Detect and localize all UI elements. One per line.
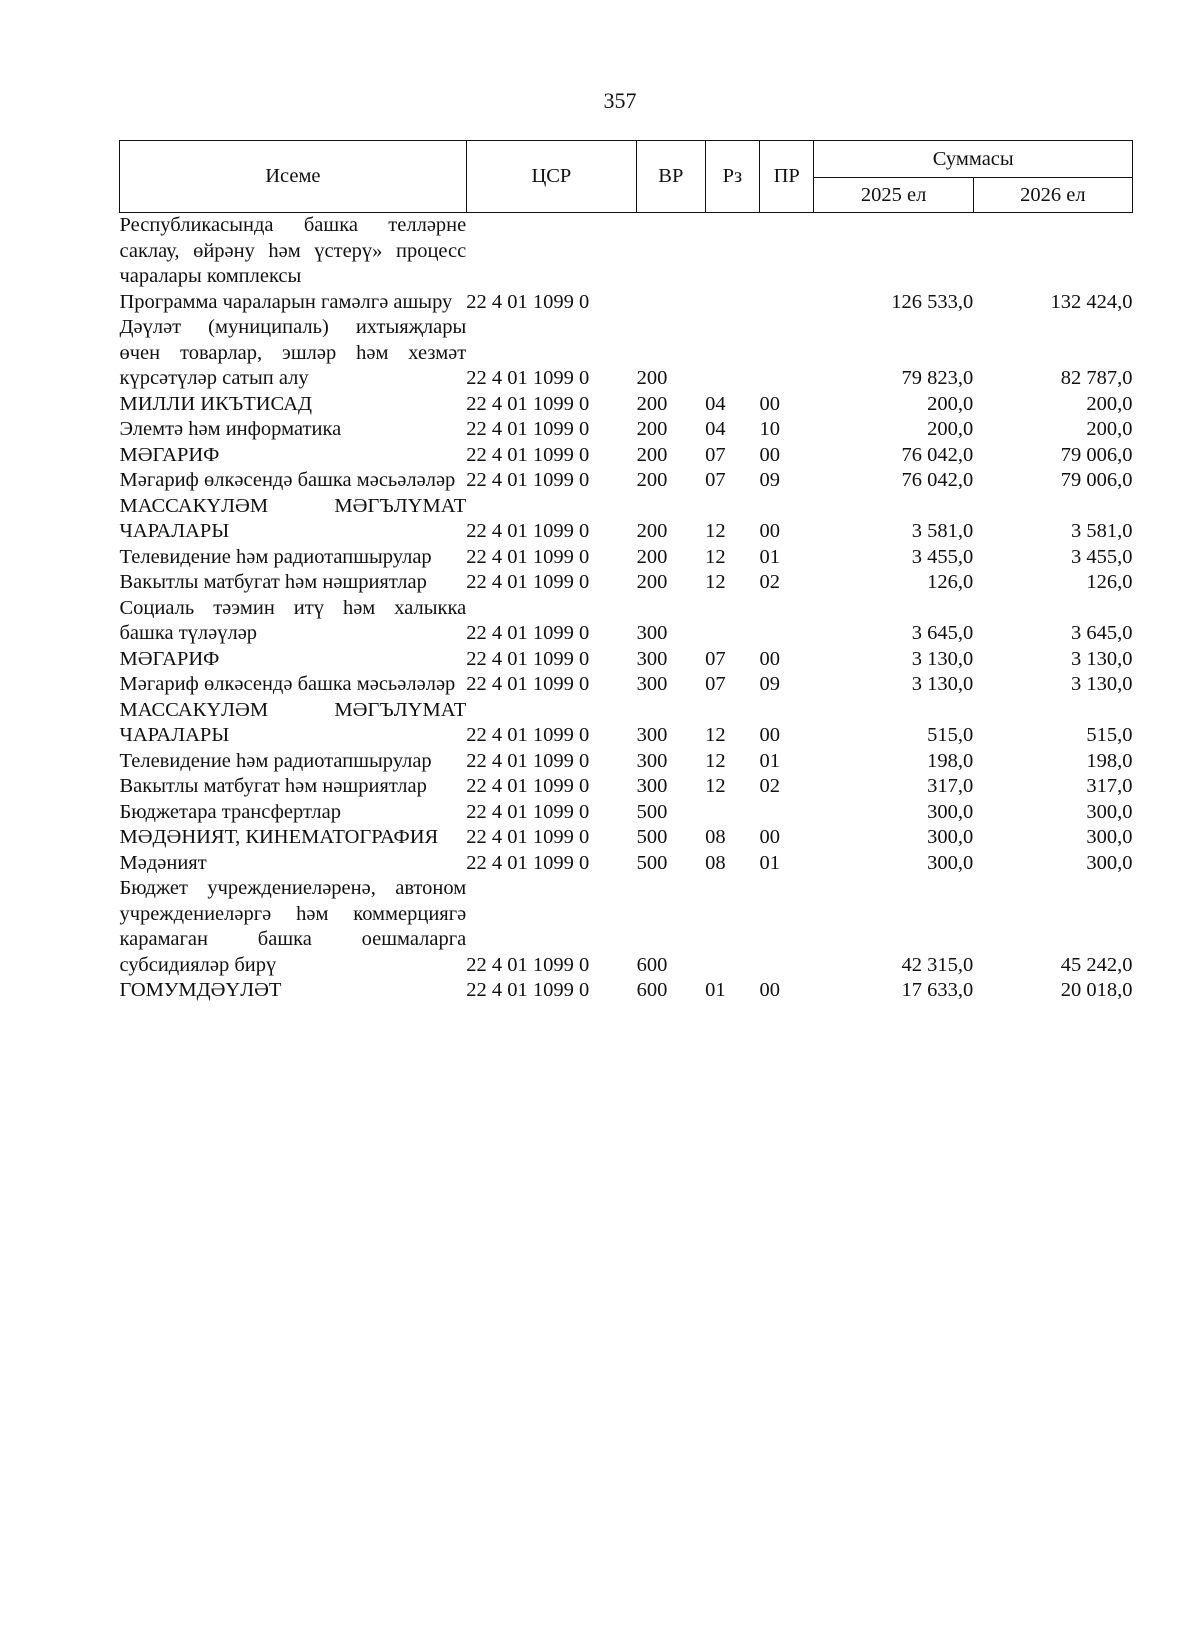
cell-csr: 22 4 01 1099 0 [466, 800, 590, 823]
header-year-2025: 2025 ел [814, 178, 973, 213]
cell-2026: 132 424,0 [1050, 290, 1133, 313]
cell-2026: 300,0 [1086, 851, 1133, 874]
cell-2026: 126,0 [1086, 571, 1133, 593]
cell-csr: 22 4 01 1099 0 [466, 290, 590, 313]
table-row [120, 417, 1133, 443]
cell-name: МАССАКҮЛӘМ МӘГЪЛҮМАТ ЧАРАЛАРЫ [119, 494, 467, 542]
cell-csr: 22 4 01 1099 0 [466, 826, 590, 848]
table-header [120, 141, 1133, 213]
cell-2026: 200,0 [1086, 392, 1133, 415]
cell-rz [705, 800, 759, 826]
cell-rz: 01 [705, 979, 726, 1001]
table-row [120, 647, 1133, 673]
cell-csr: 22 4 01 1099 0 [466, 622, 590, 644]
table-body [120, 213, 1133, 1004]
cell-csr: 22 4 01 1099 0 [466, 724, 590, 746]
cell-name: Дәүләт (муниципаль) ихтыяҗлары өчен товарлар, эшләр һәм хезмәт күрсәтүләр сатып алу [119, 316, 467, 389]
cell-vr: 200 [636, 367, 668, 389]
table-row [120, 494, 1133, 545]
cell-rz: 12 [705, 520, 726, 542]
table-row [120, 213, 1133, 290]
cell-2025: 3 455,0 [911, 545, 974, 568]
cell-2025: 300,0 [927, 826, 974, 848]
table-row [120, 876, 1133, 978]
cell-csr: 22 4 01 1099 0 [466, 469, 590, 491]
cell-csr: 22 4 01 1099 0 [466, 418, 590, 440]
cell-vr: 200 [636, 469, 668, 491]
cell-2026: 3 455,0 [1071, 545, 1133, 568]
cell-csr: 22 4 01 1099 0 [466, 545, 590, 568]
cell-2026 [973, 213, 1132, 290]
cell-rz: 12 [705, 545, 726, 568]
cell-pr: 10 [759, 418, 781, 440]
cell-2025 [814, 213, 973, 290]
cell-2025: 3 130,0 [911, 647, 974, 670]
cell-csr: 22 4 01 1099 0 [466, 775, 590, 797]
cell-vr: 300 [636, 647, 668, 670]
cell-csr [466, 213, 636, 290]
cell-pr: 00 [759, 724, 781, 746]
cell-pr: 00 [759, 392, 781, 415]
cell-rz: 07 [705, 443, 726, 466]
cell-2025: 126 533,0 [891, 290, 974, 313]
cell-2026: 3 581,0 [1071, 520, 1133, 542]
cell-2025: 42 315,0 [901, 953, 974, 976]
cell-rz [705, 876, 759, 978]
cell-vr: 600 [636, 953, 668, 976]
cell-vr: 300 [636, 622, 668, 644]
cell-name: МИЛЛИ ИКЪТИСАД [119, 392, 312, 415]
cell-vr: 500 [636, 826, 668, 848]
cell-vr [637, 290, 706, 316]
cell-2026: 300,0 [1086, 826, 1133, 848]
cell-rz: 07 [705, 647, 726, 670]
cell-rz [705, 213, 759, 290]
cell-name: Программа чараларын гамәлгә ашыру [119, 290, 453, 313]
cell-2026: 515,0 [1086, 724, 1133, 746]
cell-name: МӘГАРИФ [119, 647, 220, 670]
cell-pr: 00 [759, 826, 781, 848]
cell-vr: 600 [636, 979, 668, 1001]
cell-2025: 3 130,0 [911, 673, 974, 695]
cell-name: Телевидение һәм радиотапшырулар [119, 749, 432, 772]
cell-2026: 200,0 [1086, 418, 1133, 440]
cell-name: Бюджет учреждениеләренә, автоном учреждениеләргә һәм коммерциягә карамаган башка оешмаларга субсидияләр бирү [119, 877, 467, 976]
cell-csr: 22 4 01 1099 0 [466, 749, 590, 772]
cell-2026: 3 130,0 [1071, 647, 1133, 670]
cell-vr: 200 [636, 571, 668, 593]
cell-2025: 3 645,0 [911, 622, 974, 644]
cell-name: Телевидение һәм радиотапшырулар [119, 545, 432, 568]
cell-2025: 3 581,0 [911, 520, 974, 542]
cell-name: Бюджетара трансфертлар [119, 800, 342, 823]
cell-rz: 12 [705, 571, 726, 593]
cell-rz [705, 596, 759, 647]
table-row [120, 596, 1133, 647]
cell-pr [760, 876, 814, 978]
cell-2026: 3 645,0 [1071, 622, 1133, 644]
cell-2025: 300,0 [927, 851, 974, 874]
cell-pr [760, 290, 814, 316]
header-csr: ЦСР [466, 141, 636, 213]
cell-pr: 09 [759, 469, 781, 491]
cell-name: МАССАКҮЛӘМ МӘГЪЛҮМАТ ЧАРАЛАРЫ [119, 698, 467, 746]
table-row [120, 672, 1133, 698]
cell-name: Вакытлы матбугат һәм нәшриятлар [119, 571, 427, 593]
table-row [120, 851, 1133, 877]
cell-rz: 07 [705, 469, 726, 491]
cell-pr [760, 315, 814, 392]
cell-rz: 12 [705, 749, 726, 772]
cell-vr: 300 [636, 724, 668, 746]
header-name: Исеме [120, 141, 467, 213]
cell-pr: 00 [759, 979, 781, 1001]
cell-vr: 200 [636, 418, 668, 440]
cell-rz: 12 [705, 775, 726, 797]
cell-vr: 200 [636, 520, 668, 542]
table-row [120, 749, 1133, 775]
cell-name: Мәгариф өлкәсендә башка мәсьәләләр [119, 673, 456, 695]
cell-2025: 79 823,0 [901, 367, 974, 389]
table-row [120, 392, 1133, 418]
cell-2025: 198,0 [927, 749, 974, 772]
cell-csr: 22 4 01 1099 0 [466, 520, 590, 542]
header-vr: ВР [637, 141, 706, 213]
cell-csr: 22 4 01 1099 0 [466, 647, 590, 670]
table-row [120, 570, 1133, 596]
cell-csr: 22 4 01 1099 0 [466, 953, 590, 976]
cell-vr: 200 [636, 443, 668, 466]
cell-vr: 500 [636, 800, 668, 823]
cell-2026: 198,0 [1086, 749, 1133, 772]
header-sums: Суммасы [814, 141, 1133, 178]
cell-rz: 07 [705, 673, 726, 695]
table-row [120, 774, 1133, 800]
cell-csr: 22 4 01 1099 0 [466, 851, 590, 874]
header-year-2026: 2026 ел [973, 178, 1132, 213]
cell-2025: 515,0 [927, 724, 974, 746]
table-row [120, 290, 1133, 316]
cell-2025: 200,0 [927, 392, 974, 415]
cell-2026: 45 242,0 [1060, 953, 1133, 976]
cell-pr: 00 [759, 443, 781, 466]
cell-pr: 02 [759, 775, 781, 797]
cell-name: МӘГАРИФ [119, 443, 220, 466]
page-number: 357 [603, 88, 637, 113]
cell-2026: 82 787,0 [1060, 367, 1133, 389]
cell-pr [760, 596, 814, 647]
cell-name: МӘДӘНИЯТ, КИНЕМАТОГРАФИЯ [119, 826, 439, 848]
cell-name: Социаль тәэмин итү һәм халыкка башка түләүләр [119, 596, 467, 644]
cell-pr: 00 [759, 520, 781, 542]
cell-vr: 200 [636, 392, 668, 415]
table-row [120, 545, 1133, 571]
cell-rz: 12 [705, 724, 726, 746]
cell-name: Мәгариф өлкәсендә башка мәсьәләләр [119, 469, 456, 491]
cell-name: ГОМУМДӘҮЛӘТ [119, 979, 282, 1001]
cell-2025: 126,0 [927, 571, 974, 593]
cell-pr [760, 800, 814, 826]
cell-pr: 02 [759, 571, 781, 593]
cell-csr: 22 4 01 1099 0 [466, 673, 590, 695]
cell-2026: 317,0 [1086, 775, 1133, 797]
cell-2026: 20 018,0 [1060, 979, 1133, 1001]
cell-2025: 17 633,0 [901, 979, 974, 1001]
cell-rz: 08 [705, 851, 726, 874]
header-pr: ПР [760, 141, 814, 213]
cell-2026: 300,0 [1086, 800, 1133, 823]
cell-pr: 01 [759, 545, 781, 568]
cell-pr: 00 [759, 647, 781, 670]
cell-csr: 22 4 01 1099 0 [466, 979, 590, 1001]
table-row [120, 315, 1133, 392]
cell-csr: 22 4 01 1099 0 [466, 392, 590, 415]
cell-name: Вакытлы матбугат һәм нәшриятлар [119, 775, 427, 797]
cell-rz: 04 [705, 392, 726, 415]
table-row [120, 978, 1133, 1004]
cell-rz: 04 [705, 418, 726, 440]
budget-table [119, 140, 1133, 1004]
cell-2025: 76 042,0 [901, 443, 974, 466]
cell-vr [637, 213, 706, 290]
cell-rz [705, 315, 759, 392]
cell-2025: 300,0 [927, 800, 974, 823]
cell-pr: 09 [759, 673, 781, 695]
cell-csr: 22 4 01 1099 0 [466, 571, 590, 593]
cell-2026: 79 006,0 [1060, 469, 1133, 491]
cell-2026: 3 130,0 [1071, 673, 1133, 695]
cell-pr [760, 213, 814, 290]
cell-name: Элемтә һәм информатика [119, 418, 342, 440]
cell-vr: 200 [636, 545, 668, 568]
header-rz: Рз [705, 141, 759, 213]
cell-vr: 300 [636, 749, 668, 772]
cell-rz [705, 290, 759, 316]
cell-pr: 01 [759, 851, 781, 874]
cell-vr: 500 [636, 851, 668, 874]
cell-vr: 300 [636, 673, 668, 695]
cell-2025: 76 042,0 [901, 469, 974, 491]
table-row [120, 825, 1133, 851]
cell-2026: 79 006,0 [1060, 443, 1133, 466]
cell-rz: 08 [705, 826, 726, 848]
table-row [120, 443, 1133, 469]
cell-csr: 22 4 01 1099 0 [466, 443, 590, 466]
table-row [120, 468, 1133, 494]
cell-name: Республикасында башка телләрне саклау, өйрәну һәм үстерү» процесс чаралары комплексы [119, 214, 467, 287]
table-row [120, 800, 1133, 826]
cell-2025: 317,0 [927, 775, 974, 797]
table-row [120, 698, 1133, 749]
cell-vr: 300 [636, 775, 668, 797]
cell-csr: 22 4 01 1099 0 [466, 367, 590, 389]
cell-name: Мәдәният [119, 851, 207, 874]
cell-2025: 200,0 [927, 418, 974, 440]
cell-pr: 01 [759, 749, 781, 772]
